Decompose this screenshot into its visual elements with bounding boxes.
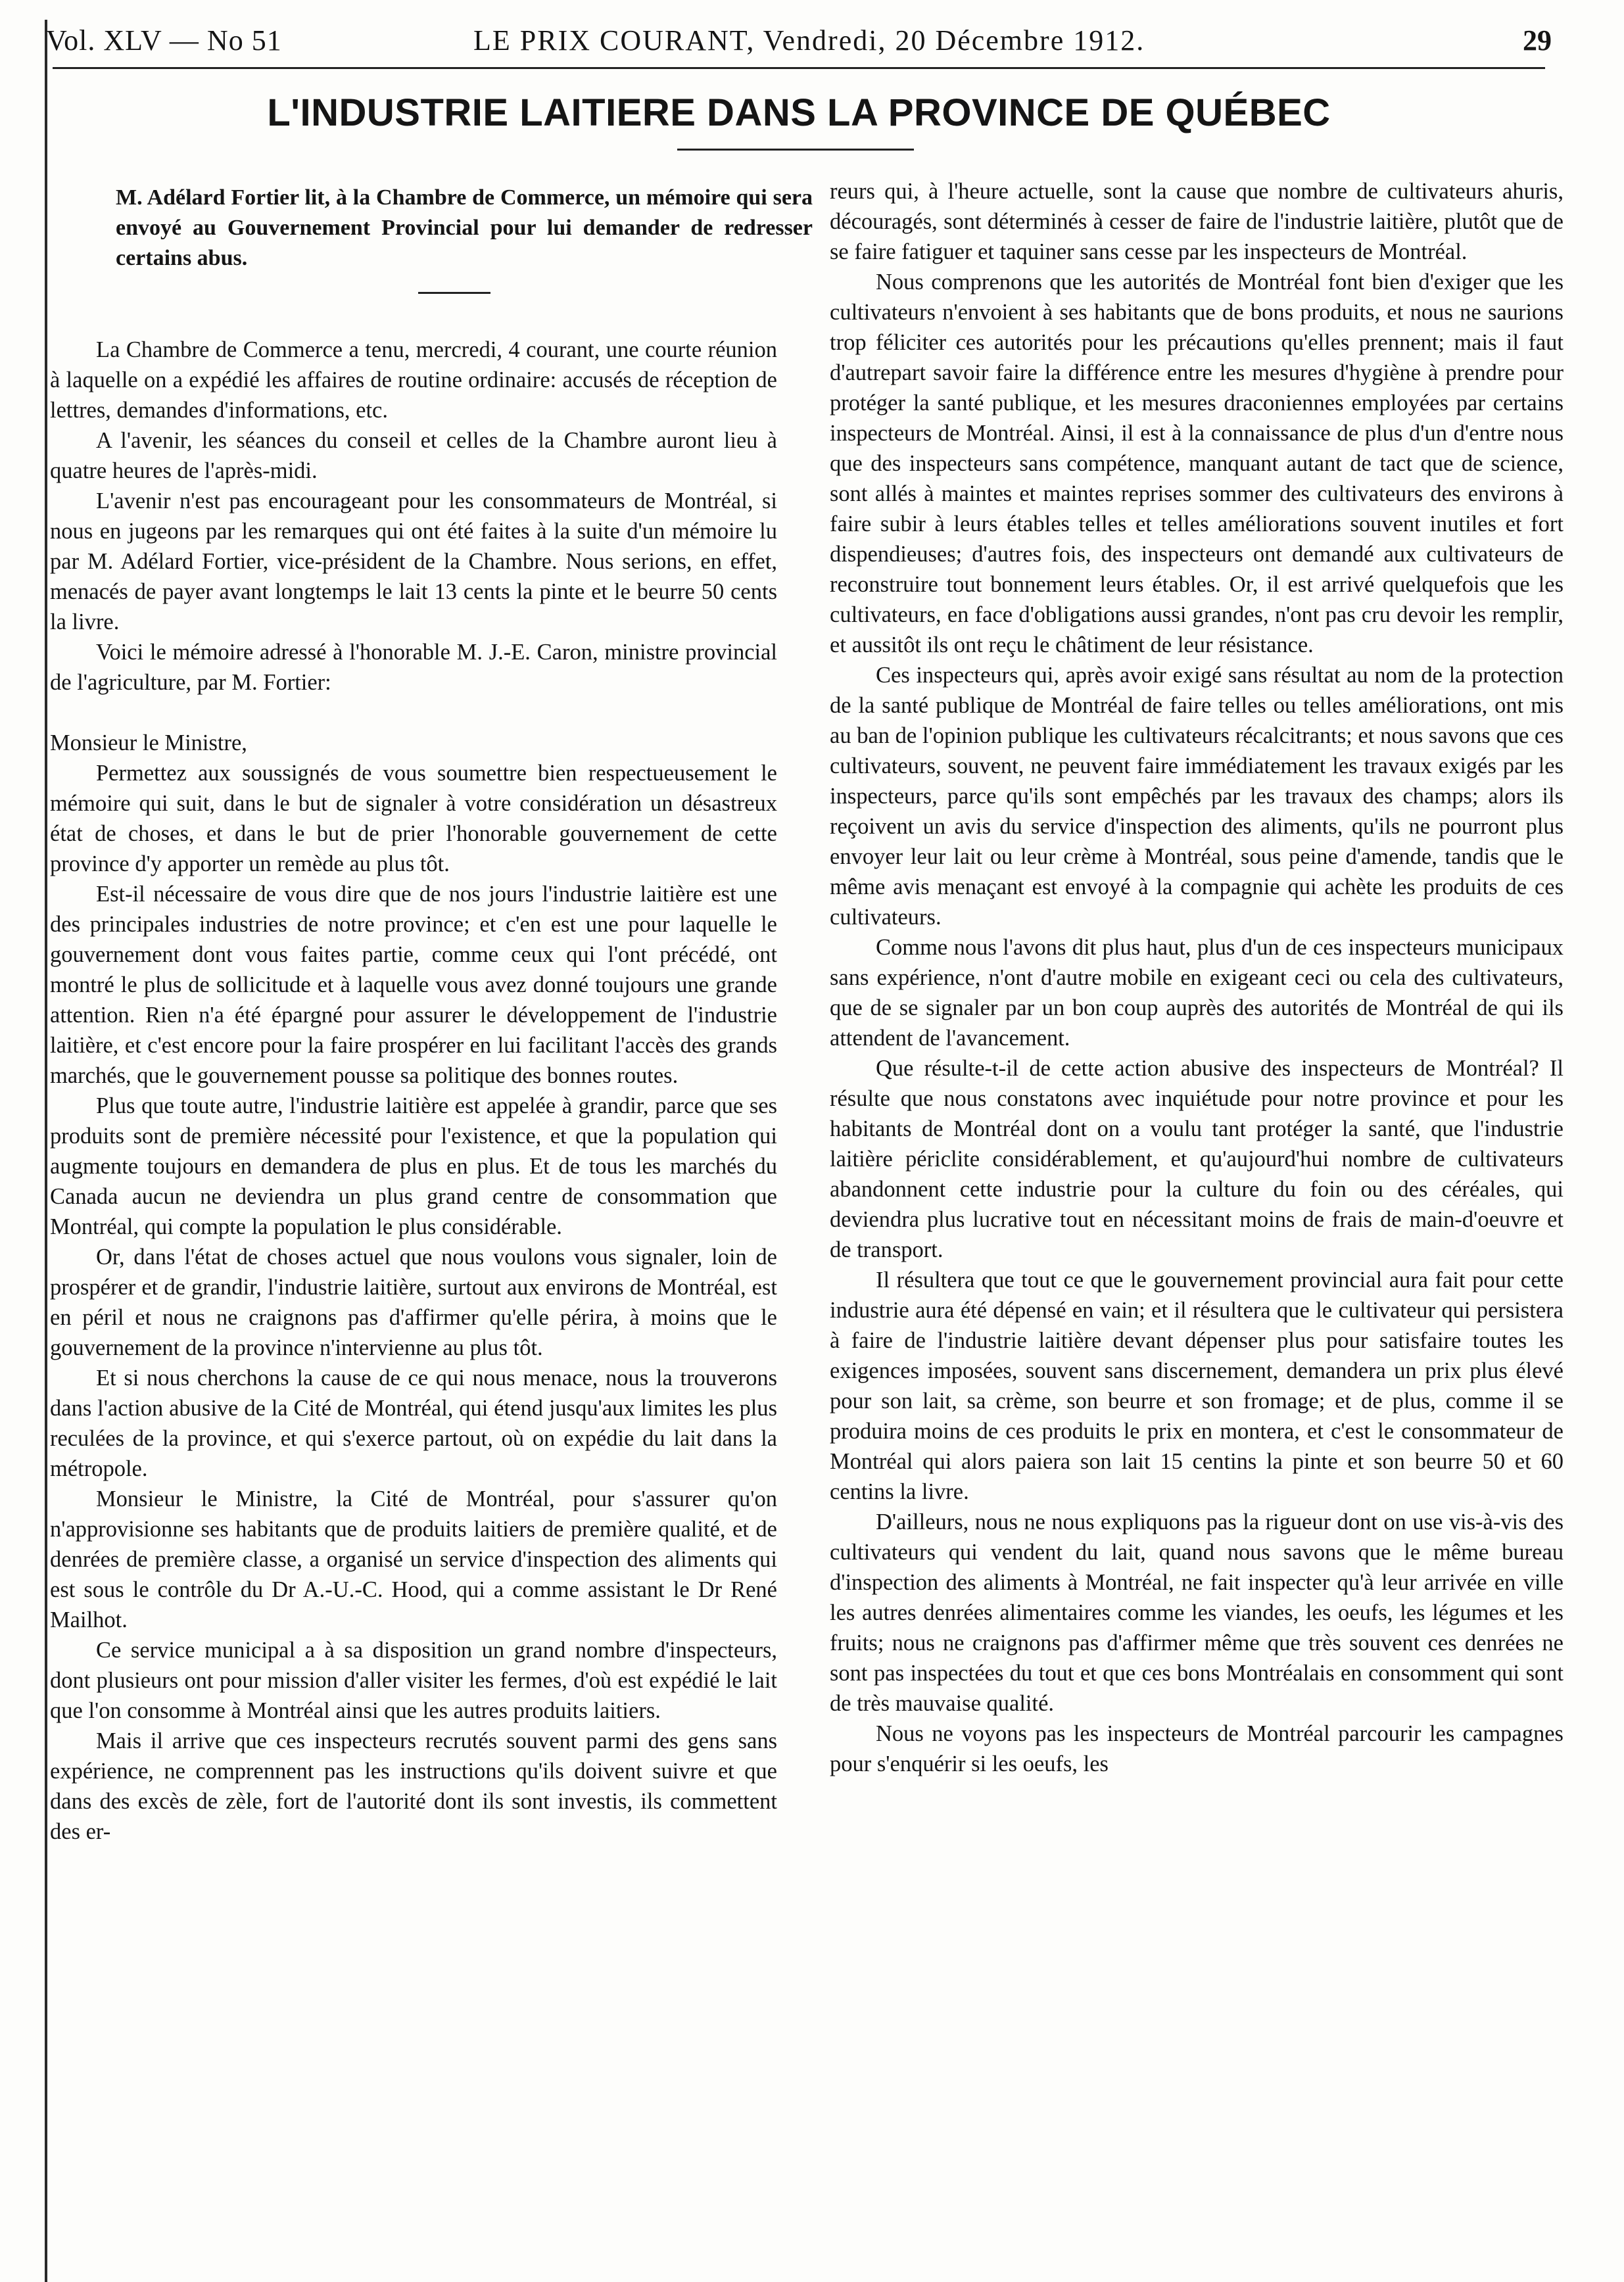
page-number: 29 xyxy=(1523,24,1552,57)
paragraph: Et si nous cherchons la cause de ce qui nous menace, nous la trouverons dans l'action abusive de la Cité de Montréal, qui étend jusqu'aux limites les plus reculées de la province, et qui s'exerce partout, où on expédie du lait dans la métropole. xyxy=(50,1366,777,1481)
paragraph: Mais il arrive que ces inspecteurs recrutés souvent parmi des gens sans expérience, ne comprennent pas les instructions qu'ils doivent suivre et que dans des excès de zèle, fort de l'autorité dont ils sont investis, ils commettent des er- xyxy=(50,1728,777,1844)
page-header xyxy=(46,24,1552,70)
paragraph: Est-il nécessaire de vous dire que de nos jours l'industrie laitière est une des principales industries de notre province; et c'en est une pour laquelle le gouvernement dont vous faites partie, comme ceux qui l'ont précédé, ont montré le plus de sollicitude et à laquelle vous avez donné toujours une grande attention. Rien n'a été épargné pour assurer le développement de l'industrie laitière, et c'est encore pour la faire prospérer en lui facilitant l'accès des grands marchés, que le gouvernement pousse sa politique des bonnes routes. xyxy=(50,882,777,1088)
paragraph: Nous comprenons que les autorités de Montréal font bien d'exiger que les cultivateurs n'envoient à ses habitants que de bons produits, et nous ne saurions trop féliciter ces autorités pour les précautions qu'elles prennent; mais il faut d'autrepart savoir faire la différence entre les mesures d'hygiène à prendre pour protéger la santé publique, et les mesures draconiennes employées par certains inspecteurs de Montréal. Ainsi, il est à la connaissance de plus d'un d'entre nous que des inspecteurs sans compétence, manquant autant de tact que de science, sont allés à maintes et maintes reprises sommer des cultivateurs des environs à faire subir à leurs étables telles et telles améliorations souvent inutiles et fort dispendieuses; d'autres fois, des inspecteurs ont demandé aux cultivateurs de reconstruire tout bonnement leurs étables. Or, il est arrivé quelquefois que les cultivateurs, en face d'obligations aussi grandes, n'ont pas cru devoir les remplir, et aussitôt ils ont reçu le châtiment de leur résistance. xyxy=(830,270,1564,657)
header-divider xyxy=(53,67,1545,69)
paragraph: Ces inspecteurs qui, après avoir exigé sans résultat au nom de la protection de la santé publique de Montréal de faire telles ou telles améliorations, ont mis au ban de l'opinion publique les cultivateurs récalcitrants; et nous savons que ces cultivateurs, souvent, ne peuvent faire immédiatement les travaux exigés par les inspecteurs, parce qu'ils sont empêchés par les travaux des champs; alors ils reçoivent un avis du service d'inspection des aliments, qu'ils ne pourront plus envoyer leur lait ou leur crème à Montréal, sous peine d'amende, tandis que le même avis menaçant est envoyé à la compagnie qui achète les produits de ces cultivateurs. xyxy=(830,663,1564,930)
paragraph: La Chambre de Commerce a tenu, mercredi, 4 courant, une courte réunion à laquelle on a expédié les affaires de routine ordinaire: accusés de réception de lettres, demandes d'informations, etc. xyxy=(50,337,777,423)
paragraph: Que résulte-t-il de cette action abusive des inspecteurs de Montréal? Il résulte que nous constatons avec inquiétude pour notre province et pour les habitants de Montréal dont on a voulu tant protéger la santé, que l'industrie laitière périclite considérablement, et qu'aujourd'hui nombre de cultivateurs abandonnent cette industrie pour la culture du foin ou des céréales, qui deviendra plus lucrative tout en nécessitant moins de frais de main-d'oeuvre et de transport. xyxy=(830,1056,1564,1262)
paragraph: Il résultera que tout ce que le gouvernement provincial aura fait pour cette industrie aura été dépensé en vain; et il résultera que le cultivateur qui persistera à faire de l'industrie laitière devant dépenser plus pour satisfaire toutes les exigences imposées, souvent sans discernement, demandera un prix plus élevé pour son lait, sa crème, son beurre et son fromage; et de plus, comme il se produira moins de ces produits le prix en montera, et c'est le consommateur de Montréal qui alors paiera son lait 15 centins la pinte et son beurre 50 et 60 centins la livre. xyxy=(830,1268,1564,1504)
paragraph: Nous ne voyons pas les inspecteurs de Montréal parcourir les campagnes pour s'enquérir si les oeufs, les xyxy=(830,1721,1564,1776)
paragraph: Or, dans l'état de choses actuel que nous voulons vous signaler, loin de prospérer et de grandir, l'industrie laitière, surtout aux environs de Montréal, est en péril et nous ne craignons pas d'affirmer qu'elle périra, à moins que le gouvernement de la province n'intervienne au plus tôt. xyxy=(50,1245,777,1360)
article-summary: M. Adélard Fortier lit, à la Chambre de Commerce, un mémoire qui sera envoyé au Gouvernement Provincial pour lui demander de redresser certains abus. xyxy=(116,185,813,270)
volume-number: Vol. XLV — No 51 xyxy=(46,24,282,57)
paragraph: reurs qui, à l'heure actuelle, sont la cause que nombre de cultivateurs ahuris, découragés, sont déterminés à cesser de faire de l'industrie laitière, plutôt que de se faire fatiguer et taquiner sans cesse par les inspecteurs de Montréal. xyxy=(830,179,1564,264)
paragraph: A l'avenir, les séances du conseil et celles de la Chambre auront lieu à quatre heures de l'après-midi. xyxy=(50,428,777,483)
paragraph: Voici le mémoire adressé à l'honorable M. J.-E. Caron, ministre provincial de l'agriculture, par M. Fortier: xyxy=(50,640,777,695)
right-column xyxy=(830,176,1564,1779)
paragraph: D'ailleurs, nous ne nous expliquons pas la rigueur dont on use vis-à-vis des cultivateurs qui vendent du lait, quand nous savons que le même bureau d'inspection des aliments à Montréal, ne fait inspecter qu'à leur arrivée en ville les autres denrées alimentaires comme les viandes, les oeufs, les légumes et les fruits; nous ne craignons pas d'affirmer même que très souvent ces denrées ne sont pas inspectées du tout et que ces bons Montréalais en consomment qui sont de très mauvaise qualité. xyxy=(830,1509,1564,1716)
summary-divider xyxy=(418,292,490,294)
letter-salutation: Monsieur le Ministre, xyxy=(50,730,247,755)
page-edge-rule xyxy=(45,20,47,2282)
publication-dateline: LE PRIX COURANT, Vendredi, 20 Décembre 1912. xyxy=(473,24,1145,57)
paragraph: Ce service municipal a à sa disposition un grand nombre d'inspecteurs, dont plusieurs ont pour mission d'aller visiter les fermes, d'où est expédié le lait que l'on consomme à Montréal ainsi que les autres produits laitiers. xyxy=(50,1638,777,1723)
paragraph: L'avenir n'est pas encourageant pour les consommateurs de Montréal, si nous en jugeons par les remarques qui ont été faites à la suite d'un mémoire lu par M. Adélard Fortier, vice-président de la Chambre. Nous serions, en effet, menacés de payer avant longtemps le lait 13 cents la pinte et le beurre 50 cents la livre. xyxy=(50,488,777,634)
headline-divider xyxy=(677,149,914,151)
paragraph: Monsieur le Ministre, la Cité de Montréal, pour s'assurer qu'on n'approvisionne ses habitants que de produits laitiers de première qualité, et de denrées de première classe, a organisé un service d'inspection des aliments qui est sous le contrôle du Dr A.-U.-C. Hood, qui a comme assistant le Dr René Mailhot. xyxy=(50,1486,777,1632)
paragraph: Plus que toute autre, l'industrie laitière est appelée à grandir, parce que ses produits sont de première nécessité pour l'existence, et que la population qui augmente toujours en demandera de plus en plus. Et de tous les marchés du Canada aucun ne deviendra un plus grand centre de consommation que Montréal, qui compte la population le plus considérable. xyxy=(50,1093,777,1239)
paragraph: Permettez aux soussignés de vous soumettre bien respectueusement le mémoire qui suit, dans le but de signaler à votre considération un désastreux état de choses, et dans le but de prier l'honorable gouvernement de cette province d'y apporter un remède au plus tôt. xyxy=(50,761,777,876)
article-headline: L'INDUSTRIE LAITIERE DANS LA PROVINCE DE QUÉBEC xyxy=(267,91,1331,134)
paragraph: Comme nous l'avons dit plus haut, plus d'un de ces inspecteurs municipaux sans expérience, n'ont d'autre mobile en exigeant ceci ou cela des cultivateurs, que de se signaler par un bon coup auprès des autorités de Montréal de qui ils attendent de l'avancement. xyxy=(830,935,1564,1051)
left-column xyxy=(50,178,813,1847)
